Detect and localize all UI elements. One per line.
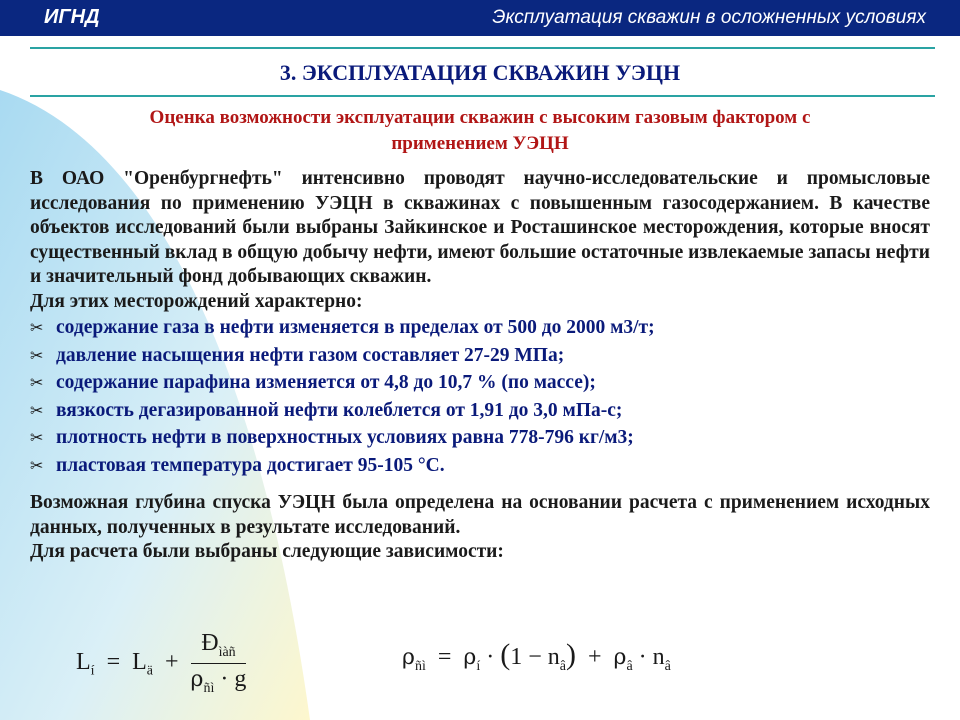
slide-body: [30, 167, 930, 565]
scissors-icon: ✂: [30, 345, 44, 365]
section-title: 3. ЭКСПЛУАТАЦИЯ СКВАЖИН УЭЦН: [279, 60, 681, 85]
course-title: Эксплуатация скважин в осложненных условиях: [492, 7, 926, 28]
list-intro: Для этих месторождений характерно:: [30, 290, 363, 312]
scissors-icon: ✂: [30, 428, 44, 447]
list-item: ✂ давление насыщения нефти газом составляет 27-29 МПа;: [30, 342, 930, 370]
intro-paragraph: В ОАО "Оренбургнефть" интенсивно проводят научно-исследовательские и промысловые исследования по применению УЭЦН в скважинах с повышенным газосодержанием. В качестве объектов исследований были выбраны Зайкинское и Росташинское месторождения, которые вносят существенный вклад в общую добычу нефти, имеют большие остаточные извлекаемые запасы нефти и значительный фонд добывающих скважин.: [30, 168, 930, 287]
dependencies-intro: Для расчета были выбраны следующие зависимости:: [30, 541, 504, 562]
list-item: ✂ пластовая температура достигает 95-105 °С.: [30, 452, 930, 480]
formula-fraction: $\frac{Ð_{ìàñ}}{\rho_{ñì} \cdot g}$: [190, 630, 247, 696]
title-rule: [30, 95, 935, 97]
slide-subtitle: [40, 105, 920, 157]
scissors-icon: ✂: [30, 455, 44, 475]
formula-density: $\rho_{ñì} = \rho_í \cdot (1 - n_â) + \rho_â \cdot n_â$: [402, 638, 671, 674]
institute-abbreviation: ИГНД: [44, 6, 100, 28]
characteristics-list: [30, 314, 930, 479]
scissors-icon: ✂: [30, 373, 44, 392]
scissors-icon: ✂: [30, 318, 44, 337]
subtitle-line-1: Оценка возможности эксплуатации скважин с высоким газовым фактором с: [149, 107, 811, 128]
formula-depth: $L_í = L_ä$ + $\frac{Ð_{ìàñ}}{\rho_{ñì} \cdot g}$: [76, 630, 247, 696]
list-item: ✂ вязкость дегазированной нефти колеблется от 1,91 до 3,0 мПа-с;: [30, 397, 930, 425]
list-item: ✂ содержание газа в нефти изменяется в пределах от 500 до 2000 м3/т;: [30, 314, 930, 342]
top-rule: [30, 47, 935, 49]
list-item: ✂ плотность нефти в поверхностных условиях равна 778-796 кг/м3;: [30, 424, 930, 452]
subtitle-line-2: применением УЭЦН: [391, 133, 569, 154]
depth-paragraph: Возможная глубина спуска УЭЦН была определена на основании расчета с применением исходных данных, полученных в результате исследований.: [30, 492, 930, 538]
header-bar: [0, 0, 960, 36]
list-item: ✂ содержание парафина изменяется от 4,8 до 10,7 % (по массе);: [30, 369, 930, 397]
scissors-icon: ✂: [30, 400, 44, 420]
